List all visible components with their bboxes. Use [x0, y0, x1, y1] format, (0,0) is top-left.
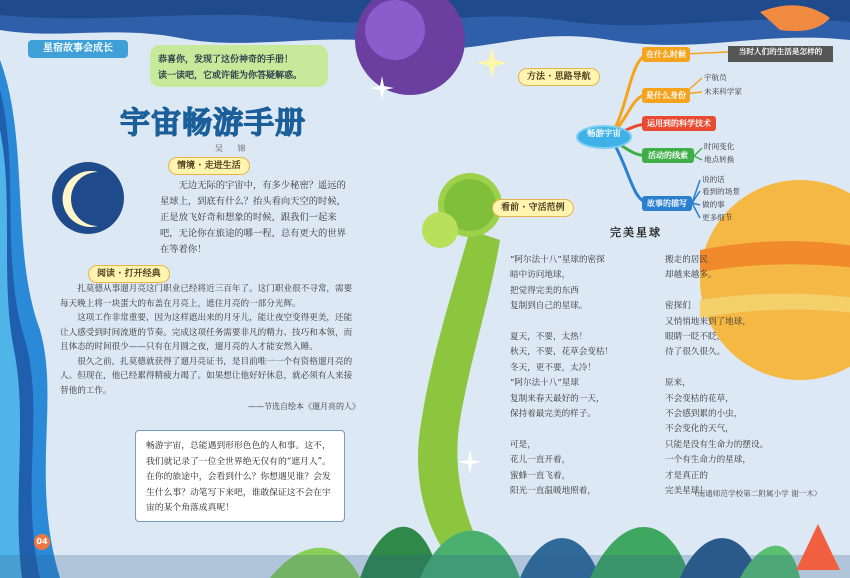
mindmap-branch-when: 在什么时候 — [642, 47, 690, 62]
poem-line: 搬走的居民 — [665, 255, 708, 265]
mindmap-leaf-era: 当时人们的生活是怎样的 — [728, 46, 833, 62]
poem-line: 蜜蜂一直飞着， — [510, 470, 571, 481]
poem-line: 花儿一直开着， — [510, 455, 571, 466]
mindmap-leaf: 更多细节 — [702, 213, 733, 222]
poem-line: “阿尔法十八”星球 — [510, 378, 579, 389]
poem-line: 待了很久很久。 — [665, 347, 726, 358]
poem-line: 不会变枯的花草， — [665, 393, 734, 404]
series-tag: 星宿故事会成长 — [28, 40, 128, 58]
mindmap-leaf: 看到的场景 — [702, 187, 740, 196]
poem-line: 却越来越多。 — [665, 270, 717, 281]
mindmap-leaf: 时间变化 — [704, 142, 735, 151]
mindmap-branch-identity: 是什么身份 — [642, 88, 690, 103]
intro-line-1: 恭喜你，发现了这份神奇的手册！ — [158, 55, 294, 65]
mindmap-branch-clue: 活动的线索 — [642, 148, 694, 163]
mindmap-branch-description: 故事的描写 — [642, 196, 692, 211]
poem-line: 又悄悄地来到了地球， — [665, 316, 751, 327]
poem-line: 不会变化的天气， — [665, 424, 734, 435]
poem-column-1 — [510, 253, 613, 500]
poem-line: 阳光一直温暖地照着， — [510, 486, 596, 497]
poem-title: 完美星球 — [610, 226, 662, 239]
excerpt-paragraph: 这项工作非常重要，因为这样遮出来的月牙儿，能让夜空变得更美，还能让人感受到时间流逝的节奏。完成这项任务需要非凡的精力、技巧和本领，而且体态的时间很少——只有在月圆之夜，遛月亮的人才能安然入睡。 — [60, 313, 353, 352]
poem-line: 只能是没有生命力的摆设。 — [665, 439, 769, 450]
poem-column-2 — [665, 253, 768, 500]
poem-line: 秋天，不要，花草会变枯！ — [510, 347, 614, 358]
mindmap-leaf: 说的话 — [702, 175, 725, 184]
poem-line: 完美星球！ — [665, 486, 708, 497]
poem-line: 眼睛一眨不眨， — [665, 332, 726, 343]
poem-line: 一个有生命力的星球， — [665, 455, 751, 466]
excerpt-paragraph: 很久之前，扎莫德就获得了遛月亮证书，是目前唯一一个有资格遛月亮的人。但现在，他已经累得精疲力竭了。如果想让他好好休息，就必须有人来接替他的工作。 — [60, 356, 353, 396]
mindmap-leaf: 未来科学家 — [704, 87, 742, 96]
poem-line: 密探们 — [665, 301, 691, 312]
poem-line: 可是， — [510, 439, 536, 450]
poem-line: 才是真正的 — [665, 470, 708, 481]
page-title — [120, 98, 306, 142]
mindmap-branch-technology: 运用到的科学技术 — [642, 116, 716, 131]
poem-line — [665, 361, 768, 376]
page-number: 04 — [34, 534, 50, 550]
intro-bubble — [150, 45, 328, 87]
writing-prompt-box: 畅游宇宙，总能遇到形形色色的人和事。这不，我们就记录了一位全世界绝无仅有的“遮月人”。在你的旅途中，会看到什么？你想遇见谁？会发生什么事？动笔写下来吧，谁敢保证这不会在宇宙的某个角落成真呢！ — [135, 430, 345, 522]
section-label-reading: 阅读 · 打开经典 — [88, 265, 170, 283]
poem-line: 保持着最完美的样子。 — [510, 409, 596, 420]
poem-line — [665, 284, 768, 299]
section-label-method: 方法 · 思路导航 — [518, 68, 600, 86]
poem-line: 复制到自己的星球。 — [510, 301, 588, 312]
poem-line: 暗中访问地球， — [510, 270, 571, 281]
section-label-example: 看前 · 守活范例 — [492, 199, 574, 217]
mindmap-leaf: 做的事 — [702, 200, 725, 209]
intro-line-2: 读一读吧，它或许能为你答疑解惑。 — [158, 71, 303, 81]
poem-line — [510, 422, 613, 437]
poem-line: 不会感到累的小虫， — [665, 409, 743, 420]
poem-line: “阿尔法十八”星球的密探 — [510, 255, 605, 265]
author: 吴 锦 — [215, 144, 252, 153]
poem-line: 冬天，更不要，太冷！ — [510, 362, 596, 373]
poem-credit: （南通师范学校第二附属小学 谢一木） — [690, 489, 822, 498]
poem-line: 夏天，不要，太热！ — [510, 332, 588, 343]
mindmap-center: 畅游宇宙 — [576, 125, 632, 149]
situation-text: 无边无际的宇宙中，有多少秘密？遥远的星球上，到底有什么？抬头看向天空的时候，正是放飞好奇和想象的时候，跟我们一起来吧，无论你在旅途的哪一程，总有更大的世界在等着你！ — [160, 180, 346, 255]
poem-line — [510, 315, 613, 330]
mindmap-leaf: 宇航员 — [704, 73, 727, 82]
poem-line: 复制来春天最好的一天， — [510, 393, 605, 404]
mindmap-leaf: 地点转换 — [704, 155, 735, 164]
section-label-situation: 情境 · 走进生活 — [168, 157, 250, 175]
title-highlight: 手册 — [244, 106, 306, 141]
poem-line: 原来， — [665, 378, 691, 389]
excerpt-paragraph: 扎莫德从事遛月亮这门职业已经将近三百年了。这门职业很不寻常，需要每天晚上将一块蛋大的布盖在月亮上，遮住月亮的一部分光辉。 — [60, 284, 353, 309]
poem-line: 把觉得完美的东西 — [510, 285, 579, 296]
title-main: 宇宙畅游 — [120, 106, 244, 141]
excerpt-source: ——节选自绘本《遛月亮的人》 — [248, 402, 360, 411]
reading-excerpt — [60, 282, 360, 415]
